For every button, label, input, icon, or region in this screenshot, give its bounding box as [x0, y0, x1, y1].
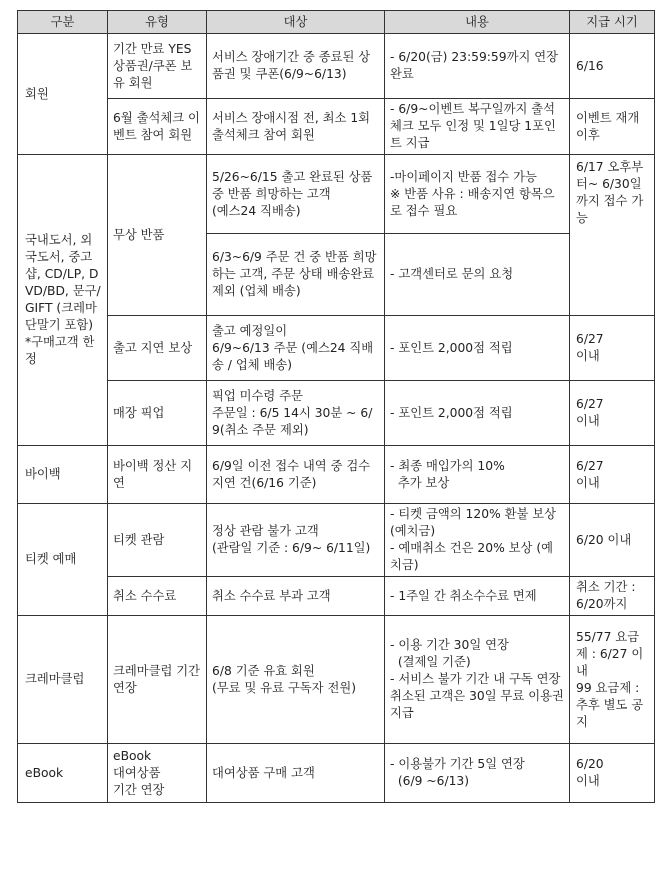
timing-cell: 6/17 오후부터~ 6/30일까지 접수 가능: [570, 155, 655, 316]
table-row: [18, 381, 655, 446]
category-cell: 크레마클럽: [18, 616, 108, 744]
content-cell: [385, 577, 570, 616]
content-line: - 포인트 2,000점 적립: [390, 340, 513, 355]
content-line: - 포인트 2,000점 적립: [390, 405, 513, 420]
content-line: - 티켓 금액의 120% 환불 보상 (예치금): [390, 507, 560, 538]
type-cell: 무상 반품: [108, 155, 207, 316]
column-header: 지급 시기: [570, 11, 655, 34]
content-cell: [385, 234, 570, 316]
content-line: - 이용불가 기간 5일 연장 (6/9 ~6/13): [390, 757, 525, 788]
content-line: ※ 반품 사유 : 배송지연 항목으로 접수 필요: [390, 186, 555, 218]
category-cell: 회원: [18, 34, 108, 155]
type-cell: eBook 대여상품 기간 연장: [108, 744, 207, 803]
column-header: 대상: [207, 11, 385, 34]
timing-cell: 6/27 이내: [570, 381, 655, 446]
content-line: - 예매취소 건은 20% 보상 (예치금): [390, 541, 554, 572]
content-line: - 서비스 불가 기간 내 구독 연장 취소된 고객은 30일 무료 이용권 지급: [390, 672, 568, 720]
column-header: 유형: [108, 11, 207, 34]
target-cell: 6/8 기준 유효 회원 (무료 및 유료 구독자 전원): [207, 616, 385, 744]
type-cell: 매장 픽업: [108, 381, 207, 446]
type-cell: 크레마클럽 기간 연장: [108, 616, 207, 744]
type-cell: 티켓 관람: [108, 504, 207, 577]
column-header: 내용: [385, 11, 570, 34]
content-line: - 이용 기간 30일 연장 (결제일 기준): [390, 638, 509, 669]
table-row: [18, 577, 655, 616]
content-line: - 6/9~이벤트 복구일까지 출석체크 모두 인정 및 1일당 1포인트 지급: [390, 102, 556, 150]
content-line: -마이페이지 반품 접수 가능: [390, 169, 537, 184]
target-cell: 서비스 장애시점 전, 최소 1회 출석체크 참여 회원: [207, 99, 385, 155]
table-row: [18, 316, 655, 381]
target-cell: 6/9일 이전 접수 내역 중 검수 지연 건(6/16 기준): [207, 446, 385, 504]
content-line: - 6/20(금) 23:59:59까지 연장 완료: [390, 50, 562, 81]
timing-cell: 이벤트 재개 이후: [570, 99, 655, 155]
type-cell: 기간 만료 YES상품권/쿠폰 보유 회원: [108, 34, 207, 99]
content-cell: [385, 99, 570, 155]
table-row: [18, 155, 655, 234]
target-cell: 정상 관람 불가 고객 (관람일 기준 : 6/9~ 6/11일): [207, 504, 385, 577]
table-row: [18, 34, 655, 99]
table-row: [18, 99, 655, 155]
content-line: - 1주일 간 취소수수료 면제: [390, 588, 537, 603]
timing-cell: 6/27 이내: [570, 446, 655, 504]
target-cell: 대여상품 구매 고객: [207, 744, 385, 803]
type-cell: 6월 출석체크 이벤트 참여 회원: [108, 99, 207, 155]
content-line: - 최종 매입가의 10% 추가 보상: [390, 458, 505, 490]
content-cell: [385, 744, 570, 803]
category-cell: 국내도서, 외국도서, 중고샵, CD/LP, DVD/BD, 문구/GIFT (크레마 단말기 포함) *구매고객 한정: [18, 155, 108, 446]
compensation-table: [17, 10, 655, 803]
column-header: 구분: [18, 11, 108, 34]
content-cell: [385, 504, 570, 577]
content-cell: [385, 316, 570, 381]
timing-cell: 취소 기간 : 6/20까지: [570, 577, 655, 616]
category-cell: 바이백: [18, 446, 108, 504]
table-row: [18, 504, 655, 577]
content-cell: [385, 381, 570, 446]
header-row: [18, 11, 655, 34]
type-cell: 바이백 정산 지연: [108, 446, 207, 504]
category-cell: eBook: [18, 744, 108, 803]
target-cell: 출고 예정일이 6/9~6/13 주문 (예스24 직배송 / 업체 배송): [207, 316, 385, 381]
content-cell: [385, 155, 570, 234]
table-row: [18, 446, 655, 504]
timing-cell: 6/20 이내: [570, 744, 655, 803]
timing-cell: 6/16: [570, 34, 655, 99]
target-cell: 5/26~6/15 출고 완료된 상품 중 반품 희망하는 고객 (예스24 직배송): [207, 155, 385, 234]
timing-cell: 55/77 요금제 : 6/27 이내 99 요금제 : 추후 별도 공지: [570, 616, 655, 744]
target-cell: 취소 수수료 부과 고객: [207, 577, 385, 616]
content-cell: [385, 34, 570, 99]
content-cell: [385, 446, 570, 504]
category-cell: 티켓 예매: [18, 504, 108, 616]
content-cell: [385, 616, 570, 744]
target-cell: 픽업 미수령 주문 주문일 : 6/5 14시 30분 ~ 6/9(취소 주문 제외): [207, 381, 385, 446]
timing-cell: 6/27 이내: [570, 316, 655, 381]
target-cell: 6/3~6/9 주문 건 중 반품 희망하는 고객, 주문 상태 배송완료 제외 (업체 배송): [207, 234, 385, 316]
type-cell: 출고 지연 보상: [108, 316, 207, 381]
timing-cell: 6/20 이내: [570, 504, 655, 577]
target-cell: 서비스 장애기간 중 종료된 상품권 및 쿠폰(6/9~6/13): [207, 34, 385, 99]
content-line: - 고객센터로 문의 요청: [390, 267, 514, 281]
type-cell: 취소 수수료: [108, 577, 207, 616]
table-row: [18, 616, 655, 744]
table-row: [18, 744, 655, 803]
